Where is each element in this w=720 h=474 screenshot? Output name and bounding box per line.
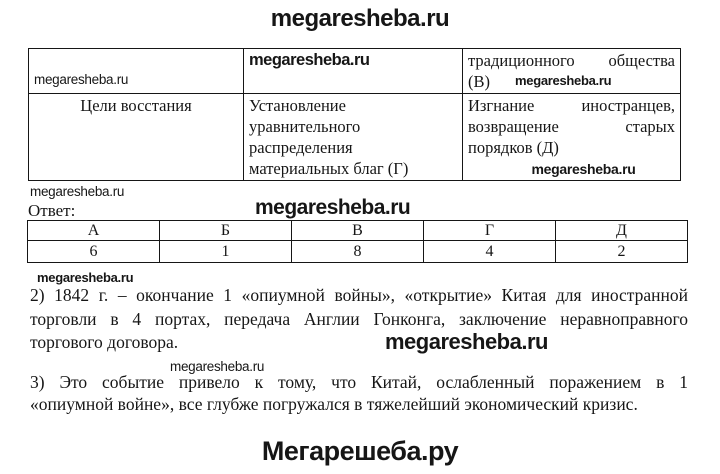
table-cell-r1c3 bbox=[463, 49, 681, 94]
paragraph-line: торгового договора. bbox=[30, 332, 179, 352]
table-cell-r1c1 bbox=[29, 49, 244, 94]
table-cell-r2c1: Цели восстания bbox=[29, 94, 244, 181]
cell-line: Установление bbox=[249, 96, 346, 115]
watermark-text: megaresheba.ru bbox=[30, 184, 125, 199]
answer-label: Ответ: bbox=[28, 201, 76, 220]
paragraph-2 bbox=[30, 284, 688, 355]
paragraph-line: «опиумной войне», все глубже погружался в тяжелейший экономический кризис. bbox=[30, 393, 638, 414]
rebellion-goals-table bbox=[28, 48, 681, 181]
answer-value-cell: 2 bbox=[556, 241, 688, 263]
watermark-text: megaresheba.ru bbox=[170, 359, 265, 374]
answer-header-cell: Г bbox=[424, 221, 556, 241]
answer-value-row bbox=[28, 241, 688, 263]
watermark-text: megaresheba.ru bbox=[255, 196, 411, 219]
watermark-text: megaresheba.ru bbox=[515, 73, 612, 88]
answer-header-cell: В bbox=[292, 221, 424, 241]
watermark-text: megaresheba.ru bbox=[531, 161, 636, 177]
answer-value-cell: 6 bbox=[28, 241, 160, 263]
paragraph-3 bbox=[30, 372, 688, 415]
answer-header-cell: Б bbox=[160, 221, 292, 241]
paragraph-line: 2) 1842 г. – окончание 1 «опиумной войны», «открытие» Китая для иностранной bbox=[30, 285, 688, 305]
cell-line: материальных благ (Г) bbox=[249, 159, 409, 178]
answer-value-cell: 4 bbox=[424, 241, 556, 263]
cell-line: Изгнание иностранцев, bbox=[468, 96, 675, 115]
watermark-text: megaresheba.ru bbox=[37, 270, 134, 285]
page-title: megaresheba.ru bbox=[270, 5, 450, 32]
watermark-text: megaresheba.ru bbox=[249, 51, 370, 69]
table-cell-r2c2 bbox=[244, 94, 463, 181]
table-cell-r1c2 bbox=[244, 49, 463, 94]
paragraph-line: 3) Это событие привело к тому, что Китай, ослабленный поражением в 1 bbox=[30, 372, 688, 392]
table-row bbox=[29, 49, 681, 94]
answer-header-row bbox=[28, 221, 688, 241]
cell-line: традиционного общества bbox=[468, 51, 675, 70]
table-row bbox=[29, 94, 681, 181]
cell-line: распределения bbox=[249, 138, 353, 157]
answer-header-cell: А bbox=[28, 221, 160, 241]
answer-table bbox=[27, 220, 688, 263]
watermark-text: megaresheba.ru bbox=[34, 72, 129, 87]
cell-line: уравнительного bbox=[249, 117, 361, 136]
table-cell-r2c3 bbox=[463, 94, 681, 181]
footer-title: Мегарешеба.ру bbox=[261, 436, 459, 466]
answer-value-cell: 1 bbox=[160, 241, 292, 263]
answer-value-cell: 8 bbox=[292, 241, 424, 263]
cell-line: порядков (Д) bbox=[468, 138, 559, 157]
paragraph-line: торговли в 4 портах, передача Англии Гонконга, заключение неравноправного bbox=[30, 308, 688, 329]
answer-header-cell: Д bbox=[556, 221, 688, 241]
watermark-text: megaresheba.ru bbox=[385, 329, 548, 354]
cell-line: возвращение старых bbox=[468, 117, 675, 136]
cell-line: (В) bbox=[468, 72, 490, 91]
